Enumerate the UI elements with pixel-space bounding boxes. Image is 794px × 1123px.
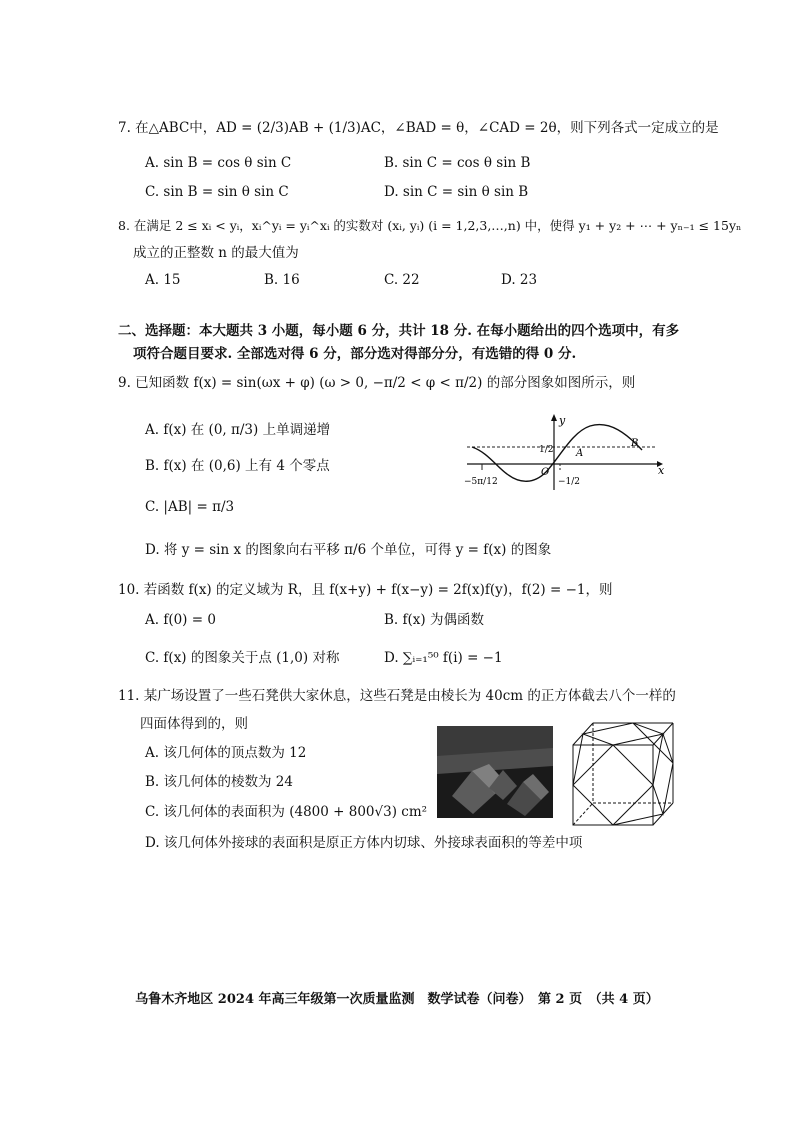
- q7-option-a: A. sin B = cos θ sin C: [145, 155, 292, 171]
- origin-label: O: [541, 467, 550, 478]
- y-axis-label: y: [559, 414, 566, 427]
- q7-stem: 7. 在△ABC中，AD = (2/3)AB + (1/3)AC，∠BAD = θ，∠CAD = 2θ，则下列各式一定成立的是: [118, 120, 719, 136]
- section-2-heading-line1: 二、选择题：本大题共 3 小题，每小题 6 分，共计 18 分. 在每小题给出的四个选项中，有多: [118, 323, 680, 339]
- q11-option-d: D. 该几何体外接球的表面积是原正方体内切球、外接球表面积的等差中项: [145, 835, 583, 851]
- q8-option-a: A. 15: [145, 272, 181, 288]
- q11-option-a: A. 该几何体的顶点数为 12: [145, 745, 307, 761]
- sine-curve: [472, 425, 642, 482]
- q11-stem-line1: 11. 某广场设置了一些石凳供大家休息，这些石凳是由棱长为 40cm 的正方体截去八个一样的: [118, 688, 676, 704]
- half-label: 1/2: [539, 445, 554, 455]
- q9-option-b: B. f(x) 在 (0,6) 上有 4 个零点: [145, 458, 330, 474]
- q8-option-c: C. 22: [384, 272, 420, 288]
- stone-stool-photo: [437, 726, 553, 818]
- q8-stem-line1: 8. 在满足 2 ≤ xᵢ < yᵢ，xᵢ^yᵢ = yᵢ^xᵢ 的实数对 (xᵢ, yᵢ) (i = 1,2,3,…,n) 中，使得 y₁ + y₂ + ⋯ + yₙ₋₁ ≤ 15yₙ: [118, 218, 742, 233]
- neg-5pi-12-label: −5π/12: [464, 477, 498, 487]
- q7-option-b: B. sin C = cos θ sin B: [384, 155, 531, 171]
- q9-option-c: C. |AB| = π/3: [145, 499, 235, 515]
- section-2-heading-line2: 项符合题目要求. 全部选对得 6 分，部分选对得部分分，有选错的得 0 分.: [133, 346, 577, 362]
- point-a-label: A: [576, 448, 584, 459]
- q11-option-b: B. 该几何体的棱数为 24: [145, 774, 293, 790]
- y-axis-arrow: [551, 414, 557, 421]
- x-axis-label: x: [658, 464, 665, 477]
- page-footer: 乌鲁木齐地区 2024 年高三年级第一次质量监测 数学试卷（问卷） 第 2 页 （共 4 页）: [135, 992, 659, 1007]
- q11-stem-line2: 四面体得到的，则: [140, 716, 248, 732]
- cube-truncated-diagram: [568, 718, 678, 830]
- q8-option-b: B. 16: [264, 272, 300, 288]
- q9-option-a: A. f(x) 在 (0, π/3) 上单调递增: [145, 422, 331, 438]
- neg-half-label: −1/2: [558, 477, 581, 487]
- q10-option-a: A. f(0) = 0: [145, 612, 216, 628]
- q10-option-c: C. f(x) 的图象关于点 (1,0) 对称: [145, 650, 340, 666]
- q7-option-d: D. sin C = sin θ sin B: [384, 184, 529, 200]
- q9-stem: 9. 已知函数 f(x) = sin(ωx + φ) (ω > 0, −π/2 < φ < π/2) 的部分图象如图所示，则: [118, 375, 636, 391]
- q10-stem: 10. 若函数 f(x) 的定义域为 R，且 f(x+y) + f(x−y) = 2f(x)f(y)，f(2) = −1，则: [118, 582, 613, 598]
- q10-option-b: B. f(x) 为偶函数: [384, 612, 484, 628]
- q8-stem-line2: 成立的正整数 n 的最大值为: [133, 245, 299, 261]
- q10-option-d: D. ∑ᵢ₌₁⁵⁰ f(i) = −1: [384, 650, 503, 666]
- q11-option-c: C. 该几何体的表面积为 (4800 + 800√3) cm²: [145, 804, 428, 820]
- q9-option-d: D. 将 y = sin x 的图象向右平移 π/6 个单位，可得 y = f(x) 的图象: [145, 542, 552, 558]
- q7-option-c: C. sin B = sin θ sin C: [145, 184, 289, 200]
- q8-option-d: D. 23: [501, 272, 538, 288]
- point-b-label: B: [631, 438, 639, 449]
- q9-sine-graph: [462, 412, 672, 492]
